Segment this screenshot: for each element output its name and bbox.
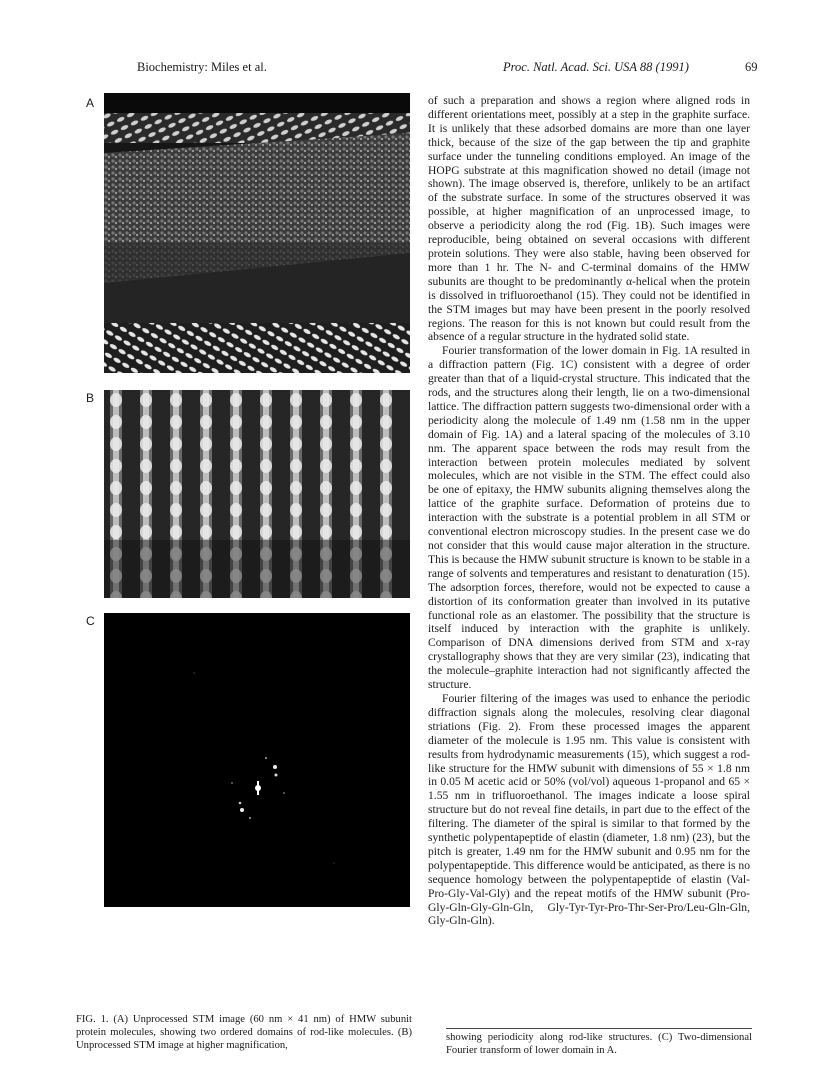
page-number: 69	[745, 60, 758, 74]
figure-caption-right: showing periodicity along rod-like structures. (C) Two-dimensional Fourier transform of lower domain in A.	[446, 1028, 752, 1057]
panel-label-b: B	[86, 391, 95, 405]
stm-image-panel-a	[104, 93, 410, 373]
figure-caption-left: FIG. 1. (A) Unprocessed STM image (60 nm × 41 nm) of HMW subunit protein molecules, showing two ordered domains of rod-like molecules. (B) Unprocessed STM image at higher magnification,	[76, 1014, 412, 1051]
body-paragraph: of such a preparation and shows a region where aligned rods in different orientations meet, possibly at a step in the graphite surface. It is unlikely that these adsorbed domains are more than one layer thick, because of the size of the gap between the tip and graphite surface under the tunneling conditions employed. An image of the HOPG substrate at this magnification showed no detail (image not shown). The image observed is, therefore, unlikely to be an artifact of the substrate surface. In some of the structures observed it was possible, at higher magnification of an unprocessed image, to observe a periodicity along the rod (Fig. 1B). Such images were reproducible, being obtained on several occasions with different protein solutions. They were also stable, having been observed for more than 1 hr. The N- and C-terminal domains of the HMW subunits are thought to be predominantly α-helical when the protein is dissolved in trifluoroethanol (15). They could not be identified in the STM images but may have been present in the poorly resolved regions. The reason for this is not known but could result from the absence of a regular structure in the hydrated solid state.	[428, 94, 750, 344]
panel-label-c: C	[86, 614, 95, 628]
stm-image-panel-b	[104, 390, 410, 598]
body-text-column	[428, 94, 750, 928]
fourier-transform-panel-c	[104, 613, 410, 907]
panel-label-a: A	[86, 96, 95, 110]
body-paragraph: Fourier filtering of the images was used to enhance the periodic diffraction signals along the molecules, resolving clear diagonal striations (Fig. 2). From these processed images the apparent diameter of the molecule is 1.95 nm. This value is consistent with results from hydrodynamic measurements (15), which suggest a rod-like structure for the HMW subunit with dimensions of 55 × 1.8 nm in 0.05 M acetic acid or 50% (vol/vol) aqueous 1-propanol and 65 × 1.55 nm in trifluoroethanol. The images indicate a loose spiral structure but do not reveal fine details, in part due to the effect of the filtering. The diameter of the spiral is similar to that formed by the synthetic polypentapeptide of elastin (diameter, 1.8 nm) (23), but the pitch is greater, 1.49 nm for the HMW subunit and 0.95 nm for the polypentapeptide. This difference would be anticipated, as there is no sequence homology between the polypentapeptide of elastin (Val-Pro-Gly-Val-Gly) and the repeat motifs of the HMW subunit (Pro-Gly-Gln-Gly-Gln-Gln, Gly-Tyr-Tyr-Pro-Thr-Ser-Pro/Leu-Gln-Gln, Gly-Gln-Gln).	[428, 691, 750, 928]
stm-image-a-graphic	[104, 93, 410, 373]
stm-image-b-graphic	[104, 390, 410, 598]
fourier-transform-graphic	[104, 613, 410, 907]
running-header-authors: Biochemistry: Miles et al.	[137, 60, 267, 74]
running-header-journal: Proc. Natl. Acad. Sci. USA 88 (1991)	[503, 60, 689, 74]
body-paragraph: Fourier transformation of the lower domain in Fig. 1A resulted in a diffraction pattern (Fig. 1C) consistent with a degree of order greater than that of a liquid-crystal structure. This indicated that the rods, and the structures along their length, lie on a two-dimensional lattice. The diffraction pattern suggests two-dimensional order with a periodicity along the molecule of 1.49 nm (1.58 nm in the upper domain of Fig. 1A) and a lateral spacing of the molecules of 3.10 nm. The apparent space between the rods may result from the interaction between protein molecules mediated by solvent molecules, which are not visible in the STM. The effect could also be one of epitaxy, the HMW subunits aligning themselves along the lattice of the graphite surface. Deformation of proteins due to interaction with the substrate is a potential problem in all STM or conventional electron microscopy studies. In the present case we do not consider that this would cause major alteration in the structure. This is because the HMW subunit structure is known to be stable in a range of solvents and temperatures and resistant to denaturation (15). The adsorption forces, therefore, would not be expected to cause a distortion of its conformation greater than involved in its putative functional role as an elastomer. The possibility that the structure is itself induced by interaction with the graphite is unlikely. Comparison of DNA dimensions derived from STM and x-ray crystallography shows that they are very similar (23), indicating that the molecule–graphite interaction had not significantly affected the structure.	[428, 344, 750, 692]
